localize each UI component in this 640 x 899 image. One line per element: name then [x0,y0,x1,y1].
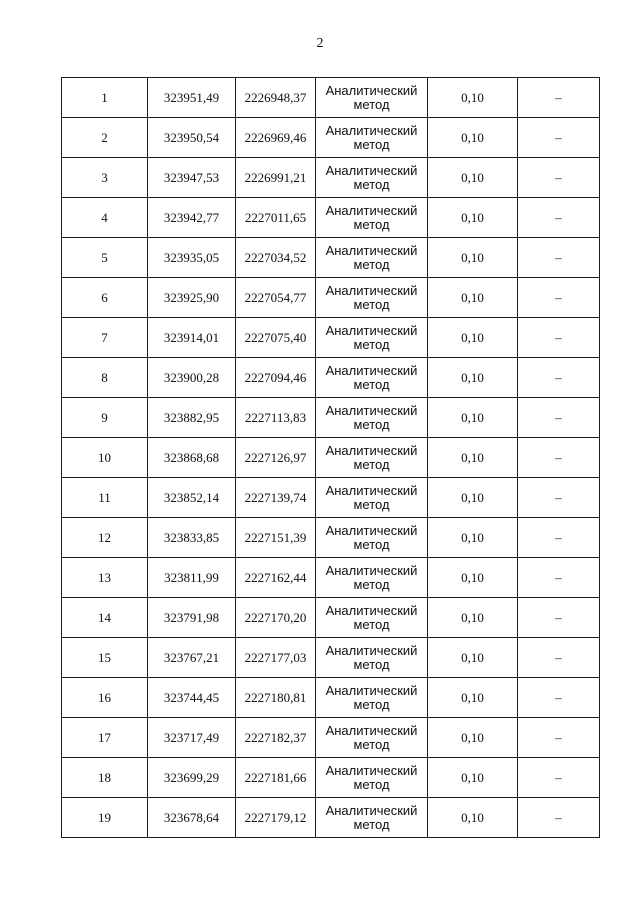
point-number-cell: 12 [62,518,148,558]
x-coordinate-cell: 323925,90 [148,278,236,318]
accuracy-cell: 0,10 [428,238,518,278]
coordinates-table-body [62,78,600,838]
method-cell: Аналитический метод [316,758,428,798]
method-cell: Аналитический метод [316,518,428,558]
x-coordinate-cell: 323744,45 [148,678,236,718]
x-coordinate-cell: 323767,21 [148,638,236,678]
description-cell: – [518,758,600,798]
point-number-cell: 11 [62,478,148,518]
point-number-cell: 18 [62,758,148,798]
method-cell: Аналитический метод [316,198,428,238]
table-row [62,518,600,558]
table-row [62,798,600,838]
description-cell: – [518,118,600,158]
table-row [62,598,600,638]
y-coordinate-cell: 2227177,03 [236,638,316,678]
x-coordinate-cell: 323717,49 [148,718,236,758]
x-coordinate-cell: 323699,29 [148,758,236,798]
description-cell: – [518,598,600,638]
y-coordinate-cell: 2227054,77 [236,278,316,318]
description-cell: – [518,478,600,518]
table-row [62,318,600,358]
y-coordinate-cell: 2226969,46 [236,118,316,158]
method-cell: Аналитический метод [316,118,428,158]
method-cell: Аналитический метод [316,158,428,198]
x-coordinate-cell: 323900,28 [148,358,236,398]
y-coordinate-cell: 2227034,52 [236,238,316,278]
point-number-cell: 16 [62,678,148,718]
x-coordinate-cell: 323947,53 [148,158,236,198]
table-row [62,358,600,398]
table-row [62,238,600,278]
x-coordinate-cell: 323950,54 [148,118,236,158]
x-coordinate-cell: 323914,01 [148,318,236,358]
description-cell: – [518,438,600,478]
description-cell: – [518,278,600,318]
accuracy-cell: 0,10 [428,518,518,558]
point-number-cell: 19 [62,798,148,838]
method-cell: Аналитический метод [316,318,428,358]
description-cell: – [518,78,600,118]
point-number-cell: 13 [62,558,148,598]
method-cell: Аналитический метод [316,798,428,838]
y-coordinate-cell: 2227113,83 [236,398,316,438]
method-cell: Аналитический метод [316,638,428,678]
accuracy-cell: 0,10 [428,598,518,638]
method-cell: Аналитический метод [316,718,428,758]
y-coordinate-cell: 2227139,74 [236,478,316,518]
y-coordinate-cell: 2227151,39 [236,518,316,558]
description-cell: – [518,238,600,278]
description-cell: – [518,518,600,558]
point-number-cell: 4 [62,198,148,238]
accuracy-cell: 0,10 [428,198,518,238]
table-row [62,638,600,678]
table-row [62,158,600,198]
x-coordinate-cell: 323852,14 [148,478,236,518]
x-coordinate-cell: 323951,49 [148,78,236,118]
description-cell: – [518,198,600,238]
x-coordinate-cell: 323935,05 [148,238,236,278]
y-coordinate-cell: 2227180,81 [236,678,316,718]
accuracy-cell: 0,10 [428,398,518,438]
y-coordinate-cell: 2227011,65 [236,198,316,238]
point-number-cell: 8 [62,358,148,398]
point-number-cell: 1 [62,78,148,118]
table-row [62,758,600,798]
table-row [62,118,600,158]
accuracy-cell: 0,10 [428,158,518,198]
point-number-cell: 5 [62,238,148,278]
method-cell: Аналитический метод [316,78,428,118]
method-cell: Аналитический метод [316,238,428,278]
method-cell: Аналитический метод [316,478,428,518]
accuracy-cell: 0,10 [428,558,518,598]
table-row [62,278,600,318]
method-cell: Аналитический метод [316,558,428,598]
x-coordinate-cell: 323791,98 [148,598,236,638]
y-coordinate-cell: 2227181,66 [236,758,316,798]
method-cell: Аналитический метод [316,398,428,438]
method-cell: Аналитический метод [316,358,428,398]
accuracy-cell: 0,10 [428,118,518,158]
point-number-cell: 9 [62,398,148,438]
method-cell: Аналитический метод [316,278,428,318]
method-cell: Аналитический метод [316,678,428,718]
x-coordinate-cell: 323882,95 [148,398,236,438]
table-row [62,558,600,598]
method-cell: Аналитический метод [316,438,428,478]
y-coordinate-cell: 2227182,37 [236,718,316,758]
table-row [62,438,600,478]
description-cell: – [518,638,600,678]
table-row [62,678,600,718]
x-coordinate-cell: 323942,77 [148,198,236,238]
accuracy-cell: 0,10 [428,798,518,838]
y-coordinate-cell: 2227179,12 [236,798,316,838]
description-cell: – [518,398,600,438]
description-cell: – [518,358,600,398]
y-coordinate-cell: 2227075,40 [236,318,316,358]
accuracy-cell: 0,10 [428,478,518,518]
point-number-cell: 15 [62,638,148,678]
y-coordinate-cell: 2226991,21 [236,158,316,198]
x-coordinate-cell: 323678,64 [148,798,236,838]
y-coordinate-cell: 2227170,20 [236,598,316,638]
point-number-cell: 2 [62,118,148,158]
table-row [62,478,600,518]
point-number-cell: 3 [62,158,148,198]
point-number-cell: 14 [62,598,148,638]
y-coordinate-cell: 2227162,44 [236,558,316,598]
method-cell: Аналитический метод [316,598,428,638]
accuracy-cell: 0,10 [428,718,518,758]
point-number-cell: 17 [62,718,148,758]
accuracy-cell: 0,10 [428,638,518,678]
point-number-cell: 7 [62,318,148,358]
table-row [62,718,600,758]
x-coordinate-cell: 323868,68 [148,438,236,478]
description-cell: – [518,318,600,358]
point-number-cell: 10 [62,438,148,478]
accuracy-cell: 0,10 [428,318,518,358]
x-coordinate-cell: 323833,85 [148,518,236,558]
accuracy-cell: 0,10 [428,758,518,798]
table-row [62,198,600,238]
page-number: 2 [316,36,324,51]
accuracy-cell: 0,10 [428,278,518,318]
accuracy-cell: 0,10 [428,358,518,398]
coordinates-table [61,77,600,838]
table-row [62,398,600,438]
y-coordinate-cell: 2227126,97 [236,438,316,478]
point-number-cell: 6 [62,278,148,318]
description-cell: – [518,678,600,718]
description-cell: – [518,558,600,598]
description-cell: – [518,718,600,758]
y-coordinate-cell: 2226948,37 [236,78,316,118]
table-row [62,78,600,118]
description-cell: – [518,798,600,838]
accuracy-cell: 0,10 [428,678,518,718]
description-cell: – [518,158,600,198]
x-coordinate-cell: 323811,99 [148,558,236,598]
accuracy-cell: 0,10 [428,78,518,118]
accuracy-cell: 0,10 [428,438,518,478]
y-coordinate-cell: 2227094,46 [236,358,316,398]
